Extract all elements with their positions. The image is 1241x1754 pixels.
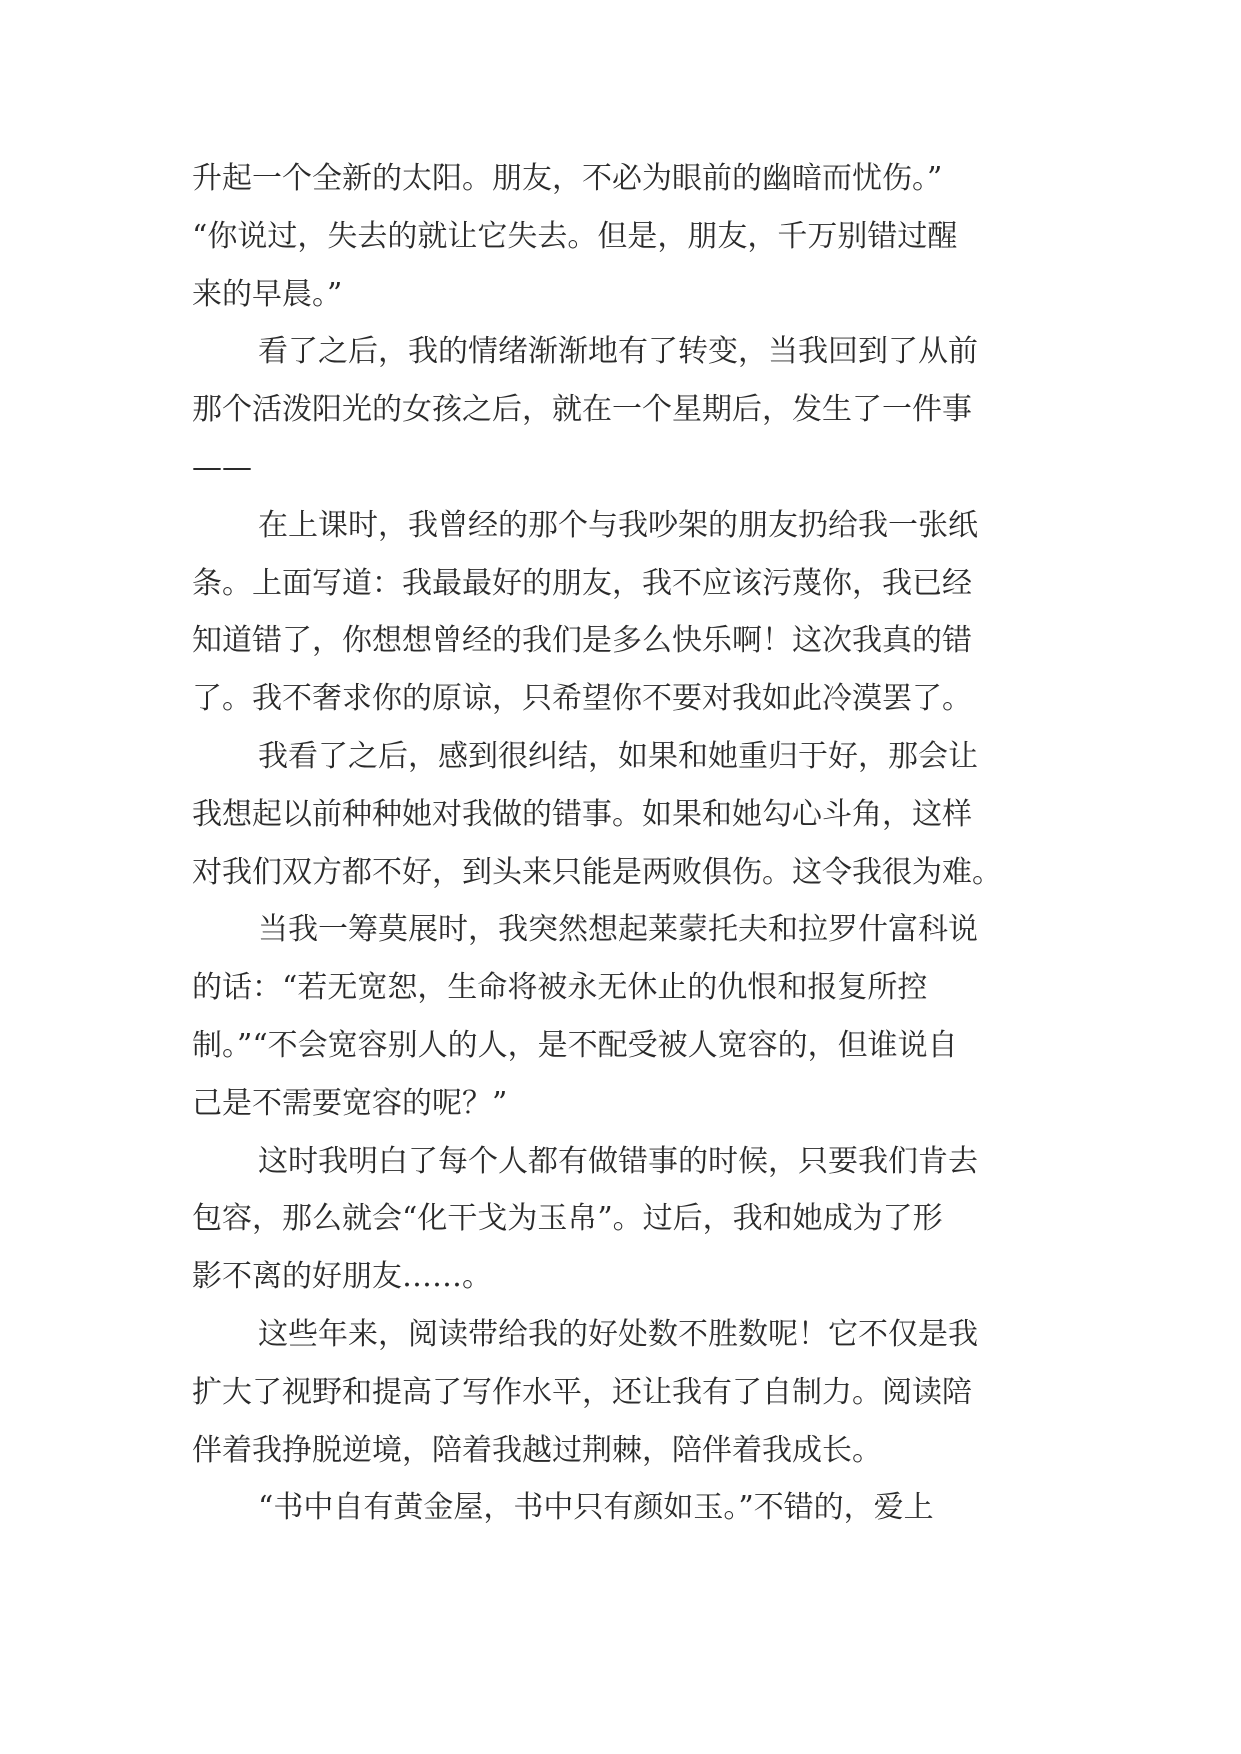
text-line: 伴着我挣脱逆境，陪着我越过荆棘，陪伴着我成长。 — [192, 1432, 882, 1468]
text-line: 己是不需要宽容的呢？” — [192, 1085, 508, 1121]
text-line: 影不离的好朋友……。 — [192, 1259, 492, 1295]
document-body-text — [192, 150, 1067, 1537]
text-line: 了。我不奢求你的原谅，只希望你不要对我如此冷漠罢了。 — [192, 681, 972, 717]
text-line: 制。”“不会宽容别人的人，是不配受被人宽容的，但谁说自 — [192, 1027, 958, 1063]
text-line: 扩大了视野和提高了写作水平，还让我有了自制力。阅读陪 — [192, 1374, 972, 1410]
text-line: 包容，那么就会“化干戈为玉帛”。过后，我和她成为了形 — [192, 1201, 943, 1237]
text-line: —— — [192, 449, 252, 485]
text-line: “你说过，失去的就让它失去。但是，朋友，千万别错过醒 — [192, 218, 958, 254]
text-line: 知道错了，你想想曾经的我们是多么快乐啊！这次我真的错 — [192, 623, 972, 659]
text-line: 条。上面写道：我最最好的朋友，我不应该污蔑你，我已经 — [192, 565, 972, 601]
text-line: 这时我明白了每个人都有做错事的时候，只要我们肯去 — [258, 1143, 978, 1179]
text-line: 当我一筹莫展时，我突然想起莱蒙托夫和拉罗什富科说 — [258, 912, 978, 948]
text-line: 看了之后，我的情绪渐渐地有了转变，当我回到了从前 — [258, 334, 978, 370]
text-line: 升起一个全新的太阳。朋友，不必为眼前的幽暗而忧伤。” — [192, 161, 943, 196]
text-line: 我看了之后，感到很纠结，如果和她重归于好，那会让 — [258, 738, 978, 774]
text-line: 这些年来，阅读带给我的好处数不胜数呢！它不仅是我 — [258, 1316, 978, 1352]
text-line: 的话：“若无宽恕，生命将被永无休止的仇恨和报复所控 — [192, 970, 928, 1006]
text-line: 我想起以前种种她对我做的错事。如果和她勾心斗角，这样 — [192, 796, 972, 832]
text-line: 那个活泼阳光的女孩之后，就在一个星期后，发生了一件事 — [192, 392, 972, 428]
text-line: 对我们双方都不好，到头来只能是两败俱伤。这令我很为难。 — [192, 854, 1002, 890]
text-line: 来的早晨。” — [192, 276, 343, 312]
text-line: “书中自有黄金屋，书中只有颜如玉。”不错的，爱上 — [258, 1490, 934, 1526]
text-line: 在上课时，我曾经的那个与我吵架的朋友扔给我一张纸 — [258, 507, 978, 543]
